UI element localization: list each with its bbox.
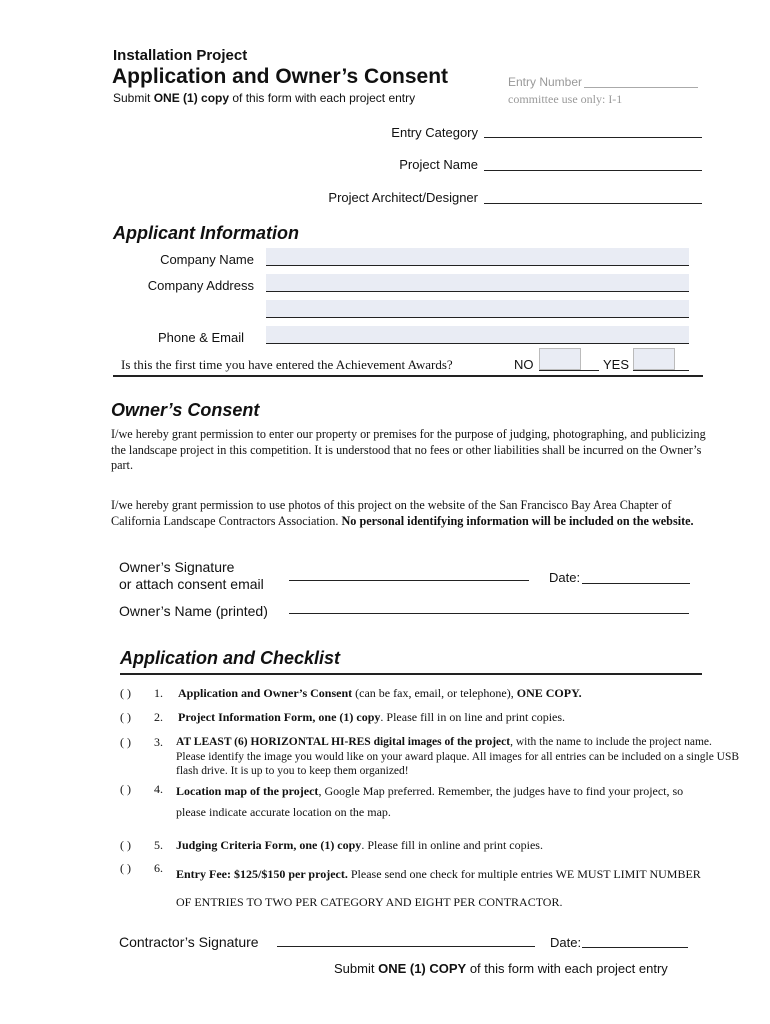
form-title: Application and Owner’s Consent (112, 65, 449, 88)
footer-submit-suffix: of this form with each project entry (466, 961, 668, 976)
footer-submit-bold: ONE (1) COPY (378, 961, 467, 976)
item-number-6: 6. (154, 861, 163, 875)
architect-field[interactable] (484, 203, 702, 204)
phone-email-field[interactable] (266, 326, 689, 343)
checkbox-6[interactable]: ( ) (120, 861, 131, 875)
checklist-item-3-text: , with the name to include the project name. Please identify the image you would like on your award plaque. All images for all entries can be included on a single USB flash drive. It is up to you to keep them organized! (176, 736, 740, 777)
checklist-item-1-bold2: ONE COPY. (516, 686, 582, 700)
checklist-item-2 (178, 710, 738, 725)
checkbox-4[interactable]: ( ) (120, 782, 131, 796)
company-name-label: Company Name (160, 252, 254, 267)
checklist-item-6-bold: Entry Fee: $125/$150 per project. (176, 867, 348, 881)
contractor-date-field[interactable] (582, 947, 688, 948)
checkbox-3[interactable]: ( ) (120, 735, 131, 749)
checklist-item-4 (176, 781, 706, 823)
item-number-2: 2. (154, 710, 163, 724)
consent-paragraph-2 (111, 498, 706, 529)
owner-date-label: Date: (549, 570, 581, 585)
checklist-item-1-text: (can be fax, email, or telephone), (352, 686, 517, 700)
checklist-item-3-bold: AT LEAST (6) HORIZONTAL HI-RES digital images of the project (176, 736, 511, 748)
phone-email-underline (266, 343, 689, 344)
checklist-item-5-bold: Judging Criteria Form, one (1) copy (176, 838, 362, 852)
submit-note (113, 91, 415, 105)
item-number-1: 1. (154, 686, 163, 700)
checklist-item-1-bold: Application and Owner’s Consent (178, 686, 353, 700)
owner-signature-field[interactable] (289, 580, 529, 581)
entry-number-field[interactable] (584, 87, 698, 88)
no-label: NO (514, 357, 534, 372)
checklist-item-1 (178, 686, 738, 701)
checklist-item-4-text: , Google Map preferred. Remember, the judges have to find your project, so please indicate accurate location on the map. (176, 784, 684, 819)
section-divider-2 (120, 673, 702, 675)
owner-name-field[interactable] (289, 613, 689, 614)
consent-paragraph-2-bold: No personal identifying information will be included on the website. (341, 513, 694, 528)
no-checkbox[interactable] (539, 348, 581, 370)
company-address-field-1[interactable] (266, 274, 689, 291)
checklist-item-5 (176, 838, 736, 853)
checkbox-5[interactable]: ( ) (120, 838, 131, 852)
item-number-3: 3. (154, 735, 163, 749)
owner-date-field[interactable] (582, 583, 690, 584)
submit-note-suffix: of this form with each project entry (229, 91, 416, 105)
footer-submit-note (334, 961, 668, 976)
company-address-field-2[interactable] (266, 300, 689, 317)
contractor-date-label: Date: (550, 935, 582, 950)
no-underline (539, 370, 599, 371)
section-divider-1 (113, 375, 703, 377)
yes-label: YES (603, 357, 630, 372)
architect-label: Project Architect/Designer (328, 190, 478, 205)
checklist-heading: Application and Checklist (120, 648, 341, 668)
checklist-item-6-text: Please send one check for multiple entries WE MUST LIMIT NUMBER OF ENTRIES TO TWO PER CATEGORY AND EIGHT PER CONTRACTOR. (176, 867, 701, 909)
yes-underline (633, 370, 689, 371)
submit-note-bold: ONE (1) copy (153, 91, 230, 105)
phone-email-label: Phone & Email (158, 330, 244, 345)
company-address-underline-2 (266, 317, 689, 318)
company-name-underline (266, 265, 689, 266)
checklist-item-5-text: . Please fill in online and print copies. (361, 838, 543, 852)
checklist-item-3 (176, 735, 744, 779)
consent-paragraph-2-text: I/we hereby grant permission to use photos of this project on the website of the San Francisco Bay Area Chapter of California Landscape Contractors Association. (111, 498, 672, 528)
entry-number-label: Entry Number (508, 75, 583, 89)
project-name-label: Project Name (399, 157, 478, 172)
item-number-5: 5. (154, 838, 163, 852)
item-number-4: 4. (154, 782, 163, 796)
committee-note: committee use only: I-1 (508, 92, 623, 106)
entry-category-label: Entry Category (391, 125, 478, 140)
consent-heading: Owner’s Consent (111, 400, 260, 420)
checklist-item-6 (176, 860, 711, 916)
project-name-field[interactable] (484, 170, 702, 171)
checkbox-1[interactable]: ( ) (120, 686, 131, 700)
company-address-underline-1 (266, 291, 689, 292)
contractor-signature-label: Contractor’s Signature (119, 934, 259, 950)
checklist-item-2-text: . Please fill in on line and print copies. (380, 710, 566, 724)
owner-signature-label-2: or attach consent email (119, 576, 264, 592)
footer-submit-prefix: Submit (334, 961, 379, 976)
applicant-heading: Applicant Information (113, 223, 299, 243)
consent-paragraph-1: I/we hereby grant permission to enter our property or premises for the purpose of judging, photographing, and publicizing the landscape project in this competition. It is understood that no fees or other liabilities shall be incurred on the Owner’s part. (111, 427, 706, 472)
submit-note-prefix: Submit (113, 91, 154, 105)
first-time-question: Is this the first time you have entered the Achievement Awards? (121, 357, 453, 372)
entry-category-field[interactable] (484, 137, 702, 138)
checklist-item-2-bold: Project Information Form, one (1) copy (178, 710, 381, 724)
checkbox-2[interactable]: ( ) (120, 710, 131, 724)
checklist-item-4-bold: Location map of the project (176, 784, 319, 798)
company-name-field[interactable] (266, 248, 689, 265)
owner-name-label: Owner’s Name (printed) (119, 603, 268, 619)
company-address-label: Company Address (147, 278, 254, 293)
form-kicker: Installation Project (113, 47, 248, 64)
yes-checkbox[interactable] (633, 348, 675, 370)
owner-signature-label: Owner’s Signature (119, 559, 235, 575)
contractor-signature-field[interactable] (277, 946, 535, 947)
